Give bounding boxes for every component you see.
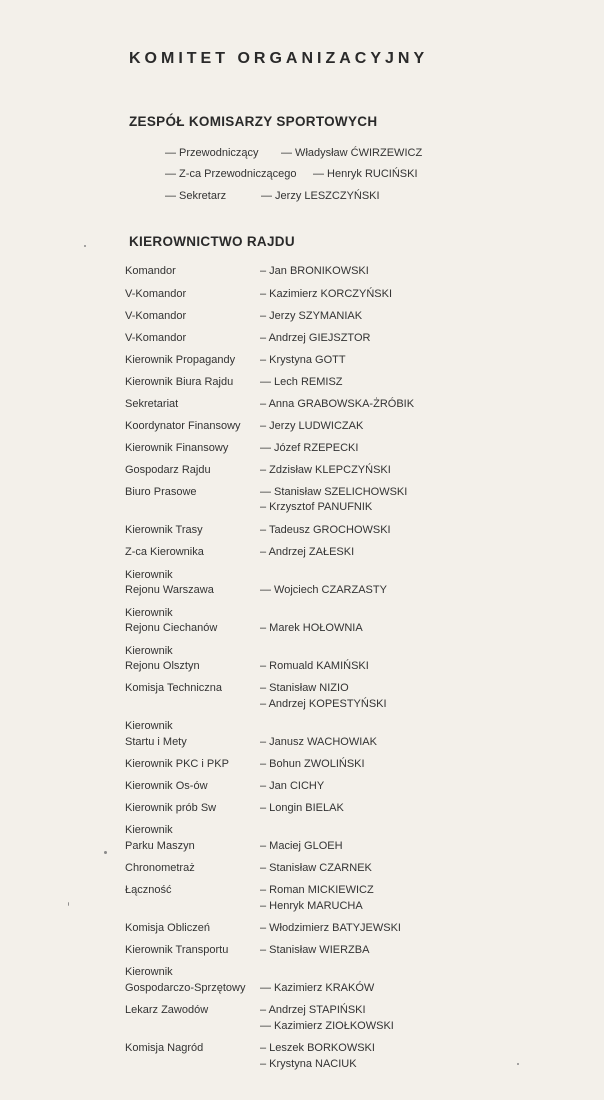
role-label: V-Komandor	[125, 310, 187, 322]
commissioner-row	[165, 147, 422, 159]
person-name: – Janusz WACHOWIAK	[260, 736, 377, 748]
commissioner-row	[165, 190, 380, 202]
person-name: – Jan CICHY	[260, 780, 325, 792]
person-name: – Anna GRABOWSKA-ŻRÓBIK	[260, 398, 415, 410]
role-label: Łączność	[125, 884, 172, 896]
role-label: Kierownik prób Sw	[125, 802, 217, 814]
role-label: Z-ca Kierownika	[125, 546, 204, 558]
person-name: – Romuald KAMIŃSKI	[260, 660, 369, 672]
role-label: Komisja Nagród	[125, 1042, 204, 1054]
management-heading: KIEROWNICTWO RAJDU	[129, 234, 295, 249]
role-label: Rejonu Olsztyn	[125, 660, 200, 672]
role-label: Kierownik	[125, 824, 173, 836]
person-name: — Kazimierz KRAKÓW	[260, 982, 375, 994]
role-label: Komisja Techniczna	[125, 682, 223, 694]
role-label: Kierownik Os-ów	[125, 780, 208, 792]
person-name: – Jerzy LUDWICZAK	[260, 420, 364, 432]
person-name: – Andrzej STAPIŃSKI	[260, 1004, 366, 1016]
commissioner-name: — Jerzy LESZCZYŃSKI	[261, 190, 380, 202]
role-label: Biuro Prasowe	[125, 486, 197, 498]
role-label: Kierownik Finansowy	[125, 442, 229, 454]
commissioner-role: — Przewodniczący	[165, 147, 259, 159]
commissioner-role: — Sekretarz	[165, 190, 227, 202]
person-name: — Józef RZEPECKI	[260, 442, 359, 454]
person-name: – Stanisław NIZIO	[260, 682, 349, 694]
person-name: — Stanisław SZELICHOWSKI	[260, 486, 408, 498]
paper-speck	[104, 851, 107, 854]
person-name: – Henryk MARUCHA	[260, 900, 363, 912]
paper-speck	[84, 245, 86, 247]
person-name: — Lech REMISZ	[260, 376, 343, 388]
role-label: Parku Maszyn	[125, 840, 195, 852]
role-label: Kierownik Propagandy	[125, 354, 236, 366]
commissioner-name: — Henryk RUCIŃSKI	[313, 168, 418, 180]
role-label: Kierownik	[125, 720, 173, 732]
commissioner-row	[165, 168, 418, 180]
person-name: – Andrzej ZAŁESKI	[260, 546, 355, 558]
role-label: Komisja Obliczeń	[125, 922, 210, 934]
person-name: — Kazimierz ZIOŁKOWSKI	[260, 1020, 394, 1032]
role-label: Koordynator Finansowy	[125, 420, 241, 432]
person-name: – Marek HOŁOWNIA	[260, 622, 363, 634]
person-name: – Andrzej KOPESTYŃSKI	[260, 698, 387, 710]
person-name: – Tadeusz GROCHOWSKI	[260, 524, 391, 536]
role-label: Komandor	[125, 265, 176, 277]
role-label: Kierownik PKC i PKP	[125, 758, 229, 770]
role-label: V-Komandor	[125, 332, 187, 344]
role-label: Kierownik	[125, 607, 173, 619]
person-name: – Krystyna NACIUK	[260, 1058, 357, 1070]
page-title: KOMITET ORGANIZACYJNY	[129, 50, 429, 67]
paper-speck	[517, 1063, 519, 1065]
person-name: – Krzysztof PANUFNIK	[260, 501, 373, 513]
role-label: Kierownik Transportu	[125, 944, 229, 956]
person-name: – Włodzimierz BATYJEWSKI	[260, 922, 401, 934]
role-label: Rejonu Ciechanów	[125, 622, 218, 634]
person-name: – Longin BIELAK	[260, 802, 344, 814]
role-label: V-Komandor	[125, 288, 187, 300]
role-label: Sekretariat	[125, 398, 179, 410]
person-name: – Stanisław CZARNEK	[260, 862, 372, 874]
person-name: – Maciej GLOEH	[260, 840, 343, 852]
person-name: – Jerzy SZYMANIAK	[260, 310, 363, 322]
paper-speck	[68, 902, 69, 906]
person-name: – Andrzej GIEJSZTOR	[260, 332, 371, 344]
person-name: — Wojciech CZARZASTY	[260, 584, 387, 596]
person-name: – Bohun ZWOLIŃSKI	[260, 758, 365, 770]
role-label: Kierownik	[125, 645, 173, 657]
role-label: Kierownik	[125, 966, 173, 978]
commissioner-role: — Z-ca Przewodniczącego	[165, 168, 297, 180]
role-label: Startu i Mety	[125, 736, 187, 748]
role-label: Kierownik Biura Rajdu	[125, 376, 234, 388]
person-name: – Jan BRONIKOWSKI	[260, 265, 369, 277]
commissioner-name: — Władysław ĆWIRZEWICZ	[281, 147, 423, 159]
commissioners-heading: ZESPÓŁ KOMISARZY SPORTOWYCH	[129, 114, 378, 129]
person-name: – Zdzisław KLEPCZYŃSKI	[260, 464, 391, 476]
role-label: Chronometraż	[125, 862, 195, 874]
person-name: – Kazimierz KORCZYŃSKI	[260, 288, 393, 300]
role-label: Rejonu Warszawa	[125, 584, 214, 596]
role-label: Gospodarczo-Sprzętowy	[125, 982, 246, 994]
person-name: – Stanisław WIERZBA	[260, 944, 370, 956]
person-name: – Leszek BORKOWSKI	[260, 1042, 375, 1054]
role-label: Gospodarz Rajdu	[125, 464, 211, 476]
person-name: – Krystyna GOTT	[260, 354, 346, 366]
person-name: – Roman MICKIEWICZ	[260, 884, 374, 896]
role-label: Kierownik Trasy	[125, 524, 203, 536]
role-label: Kierownik	[125, 569, 173, 581]
role-label: Lekarz Zawodów	[125, 1004, 209, 1016]
